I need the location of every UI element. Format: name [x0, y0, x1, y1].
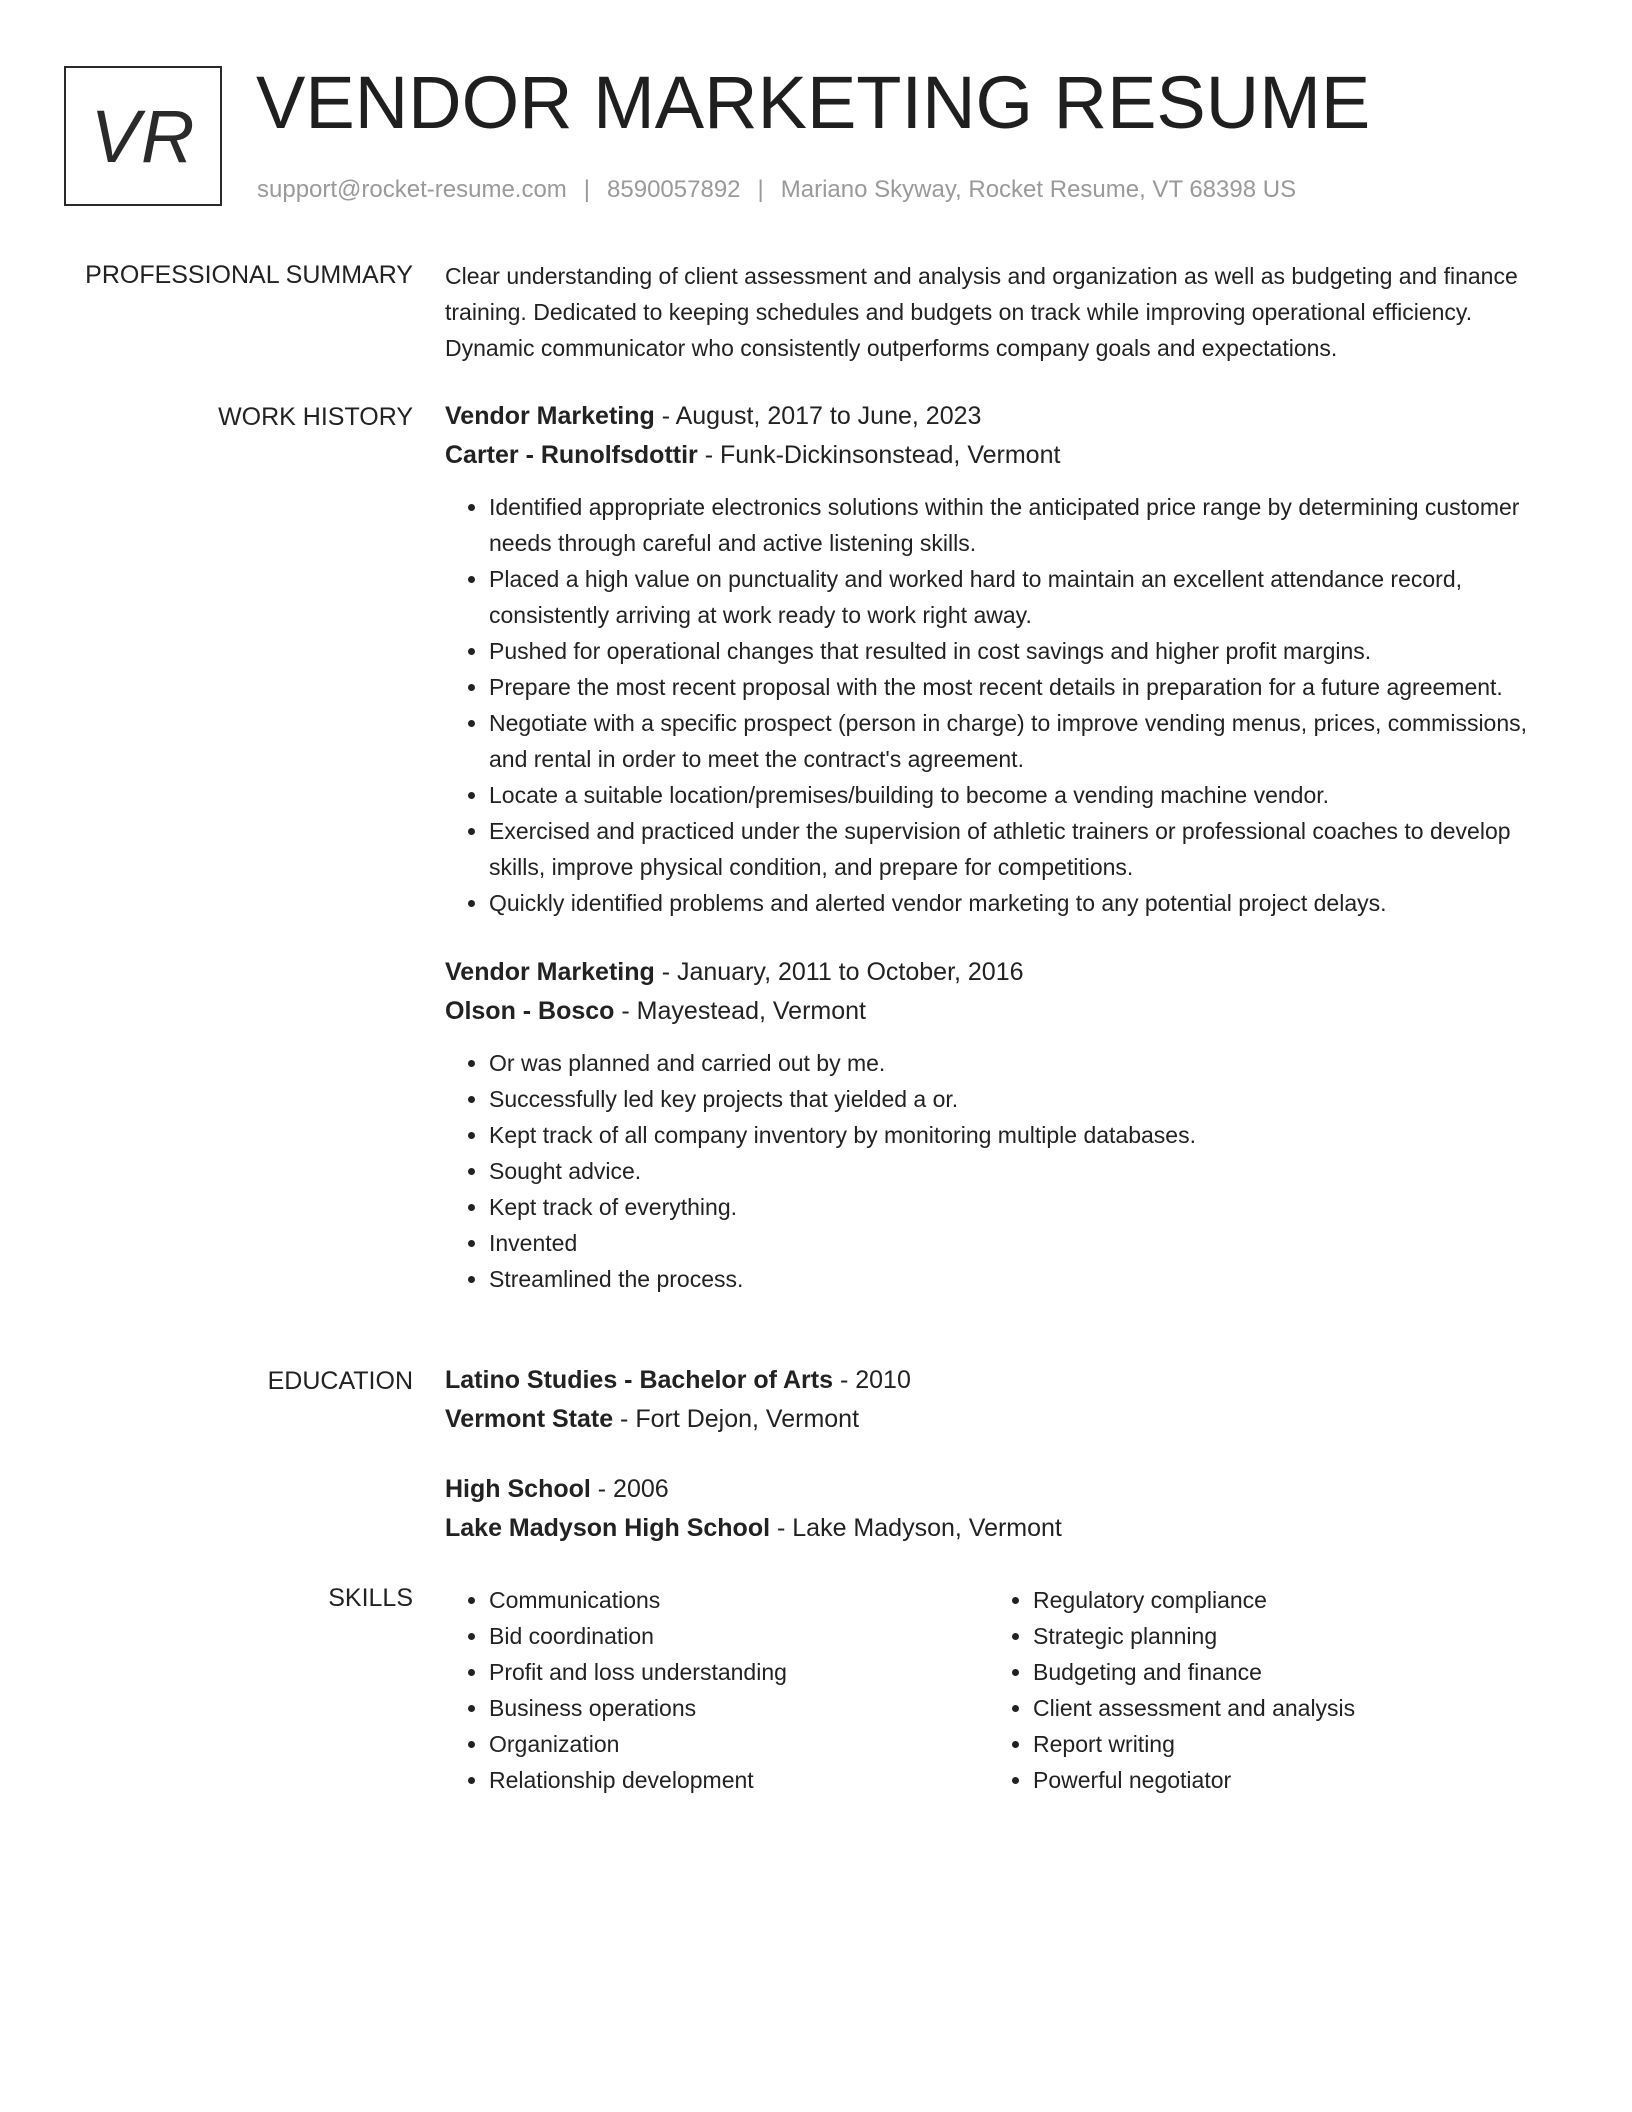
job-company-line [445, 992, 1555, 1031]
skills-body [445, 1582, 1555, 1798]
list-item: • Identified appropriate electronics solutions within the anticipated price range by determining customer needs through careful and active listening skills. [489, 489, 1555, 561]
work-body [445, 397, 1555, 1297]
education-school: Lake Madyson High School [445, 1514, 771, 1542]
list-item: • Invented [489, 1225, 1555, 1261]
job-title-line [445, 953, 1555, 992]
list-item: • Budgeting and finance [1033, 1654, 1536, 1690]
education-school-line [445, 1509, 1555, 1548]
resume-header [64, 61, 1584, 214]
list-item: • Placed a high value on punctuality and worked hard to maintain an excellent attendance record, consistently arriving at work ready to work right away. [489, 561, 1555, 633]
page-title: VENDOR MARKETING RESUME [256, 61, 1371, 144]
education-body [445, 1361, 1555, 1548]
skills-list-right [992, 1582, 1536, 1798]
education-school-line [445, 1400, 1555, 1439]
education-degree: High School [445, 1475, 591, 1503]
list-item: • Client assessment and analysis [1033, 1690, 1536, 1726]
education-location: - Lake Madyson, Vermont [770, 1514, 1062, 1542]
education-year: - 2010 [833, 1366, 911, 1394]
list-item: • Negotiate with a specific prospect (person in charge) to improve vending menus, prices, commissions, and rental in order to meet the contract's agreement. [489, 705, 1555, 777]
education-degree-line [445, 1361, 1555, 1400]
contact-phone[interactable]: 8590057892 [607, 176, 741, 203]
list-item: • Powerful negotiator [1033, 1762, 1536, 1798]
list-item: • Kept track of everything. [489, 1189, 1555, 1225]
monogram-logo: VR [64, 66, 222, 206]
list-item: • Report writing [1033, 1726, 1536, 1762]
contact-separator: | [583, 176, 591, 203]
education-entry [445, 1470, 1555, 1548]
job-dates: - August, 2017 to June, 2023 [654, 402, 982, 430]
education-degree-line [445, 1470, 1555, 1509]
list-item: • Or was planned and carried out by me. [489, 1045, 1555, 1081]
list-item: • Successfully led key projects that yielded a or. [489, 1081, 1555, 1117]
list-item: • Business operations [489, 1690, 992, 1726]
education-year: - 2006 [590, 1475, 669, 1503]
job-title: Vendor Marketing [445, 402, 655, 430]
section-label-education: EDUCATION [267, 1367, 413, 1395]
list-item: • Prepare the most recent proposal with the most recent details in preparation for a future agreement. [489, 669, 1555, 705]
education-degree: Latino Studies - Bachelor of Arts [445, 1366, 834, 1394]
list-item: • Quickly identified problems and alerted vendor marketing to any potential project delays. [489, 885, 1555, 921]
list-item: • Profit and loss understanding [489, 1654, 992, 1690]
job-bullets [445, 489, 1555, 921]
education-entry [445, 1361, 1555, 1439]
list-item: • Exercised and practiced under the supervision of athletic trainers or professional coaches to develop skills, improve physical condition, and prepare for competitions. [489, 813, 1555, 885]
list-item: • Sought advice. [489, 1153, 1555, 1189]
job-company-line [445, 436, 1555, 475]
list-item: • Regulatory compliance [1033, 1582, 1536, 1618]
contact-separator: | [757, 176, 764, 203]
job-entry [445, 953, 1555, 1297]
skills-columns [445, 1582, 1555, 1798]
list-item: • Streamlined the process. [489, 1261, 1555, 1297]
job-title: Vendor Marketing [445, 958, 655, 986]
job-location: - Mayestead, Vermont [614, 997, 866, 1025]
section-label-summary: PROFESSIONAL SUMMARY [85, 261, 413, 289]
contact-email[interactable]: support@rocket-resume.com [257, 176, 567, 203]
education-school: Vermont State [445, 1405, 614, 1433]
list-item: • Strategic planning [1033, 1618, 1536, 1654]
contact-line [257, 176, 1296, 204]
list-item: • Communications [489, 1582, 992, 1618]
job-location: - Funk-Dickinsonstead, Vermont [697, 441, 1061, 469]
education-location: - Fort Dejon, Vermont [613, 1405, 860, 1433]
job-company: Olson - Bosco [445, 997, 615, 1025]
summary-body [445, 258, 1555, 366]
skills-list-left [445, 1582, 992, 1798]
job-bullets [445, 1045, 1555, 1297]
list-item: • Locate a suitable location/premises/building to become a vending machine vendor. [489, 777, 1555, 813]
list-item: • Relationship development [489, 1762, 992, 1798]
list-item: • Pushed for operational changes that resulted in cost savings and higher profit margins. [489, 633, 1555, 669]
section-label-skills: SKILLS [328, 1584, 413, 1612]
list-item: • Organization [489, 1726, 992, 1762]
job-entry [445, 397, 1555, 921]
contact-address: Mariano Skyway, Rocket Resume, VT 68398 US [780, 176, 1297, 203]
job-company: Carter - Runolfsdottir [445, 441, 698, 469]
list-item: • Bid coordination [489, 1618, 992, 1654]
list-item: • Kept track of all company inventory by monitoring multiple databases. [489, 1117, 1555, 1153]
job-title-line [445, 397, 1555, 436]
section-label-work: WORK HISTORY [218, 403, 413, 431]
summary-text: Clear understanding of client assessment and analysis and organization as well as budgeting and finance training. Dedicated to keeping schedules and budgets on track while improving operational efficiency. Dynamic communicator who consistently outperforms company goals and expectations. [445, 263, 1518, 361]
job-dates: - January, 2011 to October, 2016 [654, 958, 1024, 986]
